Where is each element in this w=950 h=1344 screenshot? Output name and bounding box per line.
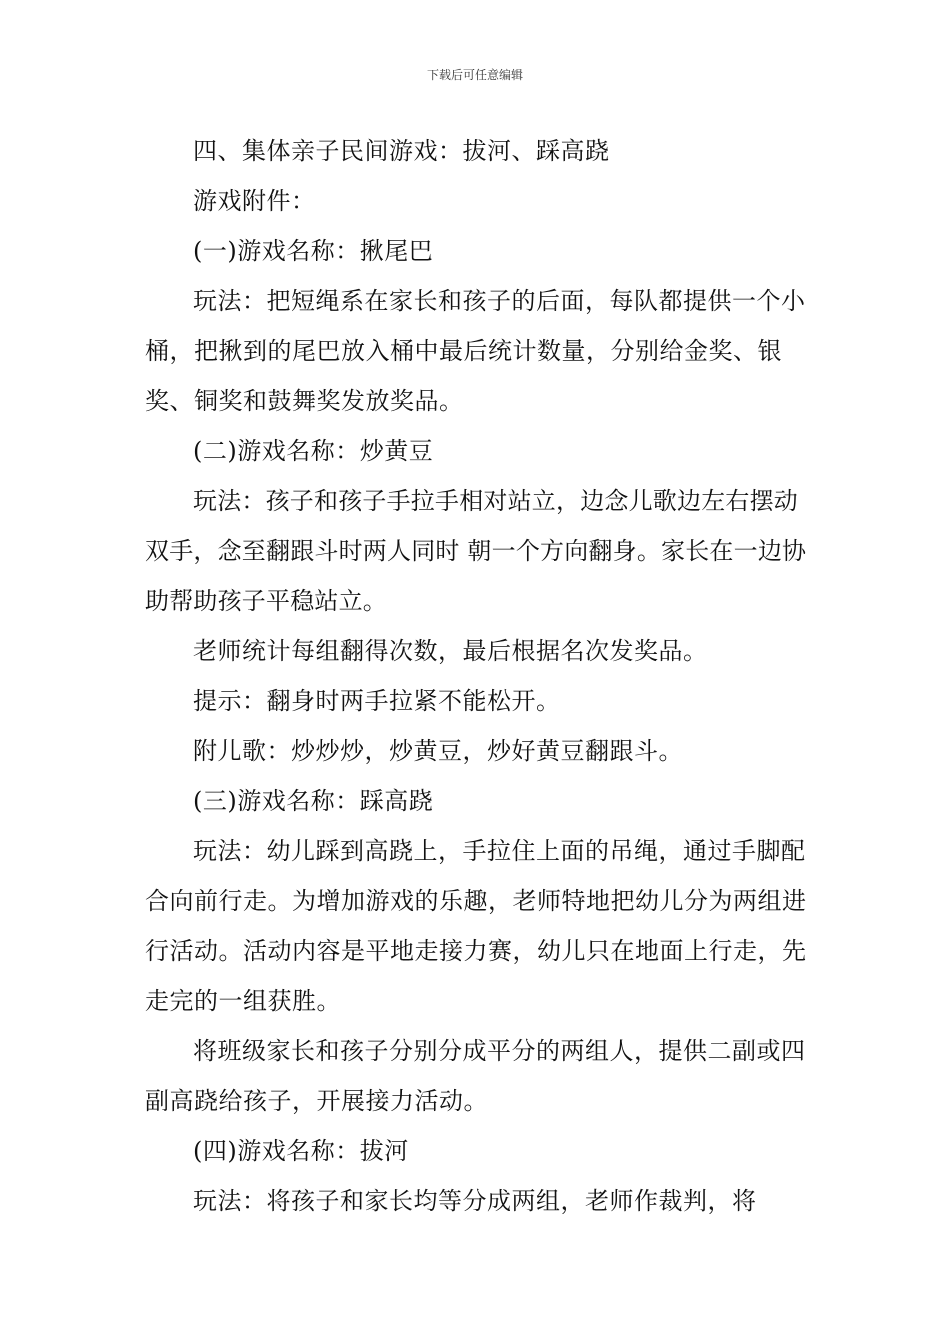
paragraph: 玩法：幼儿踩到高跷上，手拉住上面的吊绳，通过手脚配合向前行走。为增加游戏的乐趣，老师特地把幼儿分为两组进行活动。活动内容是平地走接力赛，幼儿只在地面上行走，先走完的一组获胜。 xyxy=(145,837,807,1015)
paragraph: 将班级家长和孩子分别分成平分的两组人，提供二副或四副高跷给孩子，开展接力活动。 xyxy=(145,1037,806,1115)
paragraph: 玩法：孩子和孩子手拉手相对站立，边念儿歌边左右摆动双手，念至翻跟斗时两人同时 朝一个方向翻身。家长在一边协助帮助孩子平稳站立。 xyxy=(145,487,807,615)
paragraph: 附儿歌：炒炒炒，炒黄豆，炒好黄豆翻跟斗。 xyxy=(193,737,683,765)
paragraph: 玩法：将孩子和家长均等分成两组，老师作裁判，将 xyxy=(193,1187,757,1215)
paragraph: 游戏附件： xyxy=(193,187,316,215)
game-title: (四)游戏名称：拔河 xyxy=(193,1137,409,1165)
paragraph: 老师统计每组翻得次数，最后根据名次发奖品。 xyxy=(193,637,708,665)
section-heading: 四、集体亲子民间游戏：拔河、踩高跷 xyxy=(193,137,610,165)
game-title: (一)游戏名称：揪尾巴 xyxy=(193,237,434,265)
paragraph: 提示：翻身时两手拉紧不能松开。 xyxy=(193,687,561,715)
paragraph: 玩法：把短绳系在家长和孩子的后面，每队都提供一个小桶，把揪到的尾巴放入桶中最后统计数量，分别给金奖、银奖、铜奖和鼓舞奖发放奖品。 xyxy=(145,287,806,415)
game-title: (三)游戏名称：踩高跷 xyxy=(193,787,434,815)
document-body xyxy=(145,126,807,1226)
game-title: (二)游戏名称：炒黄豆 xyxy=(193,437,434,465)
page-header: 下载后可任意编辑 xyxy=(426,68,523,82)
